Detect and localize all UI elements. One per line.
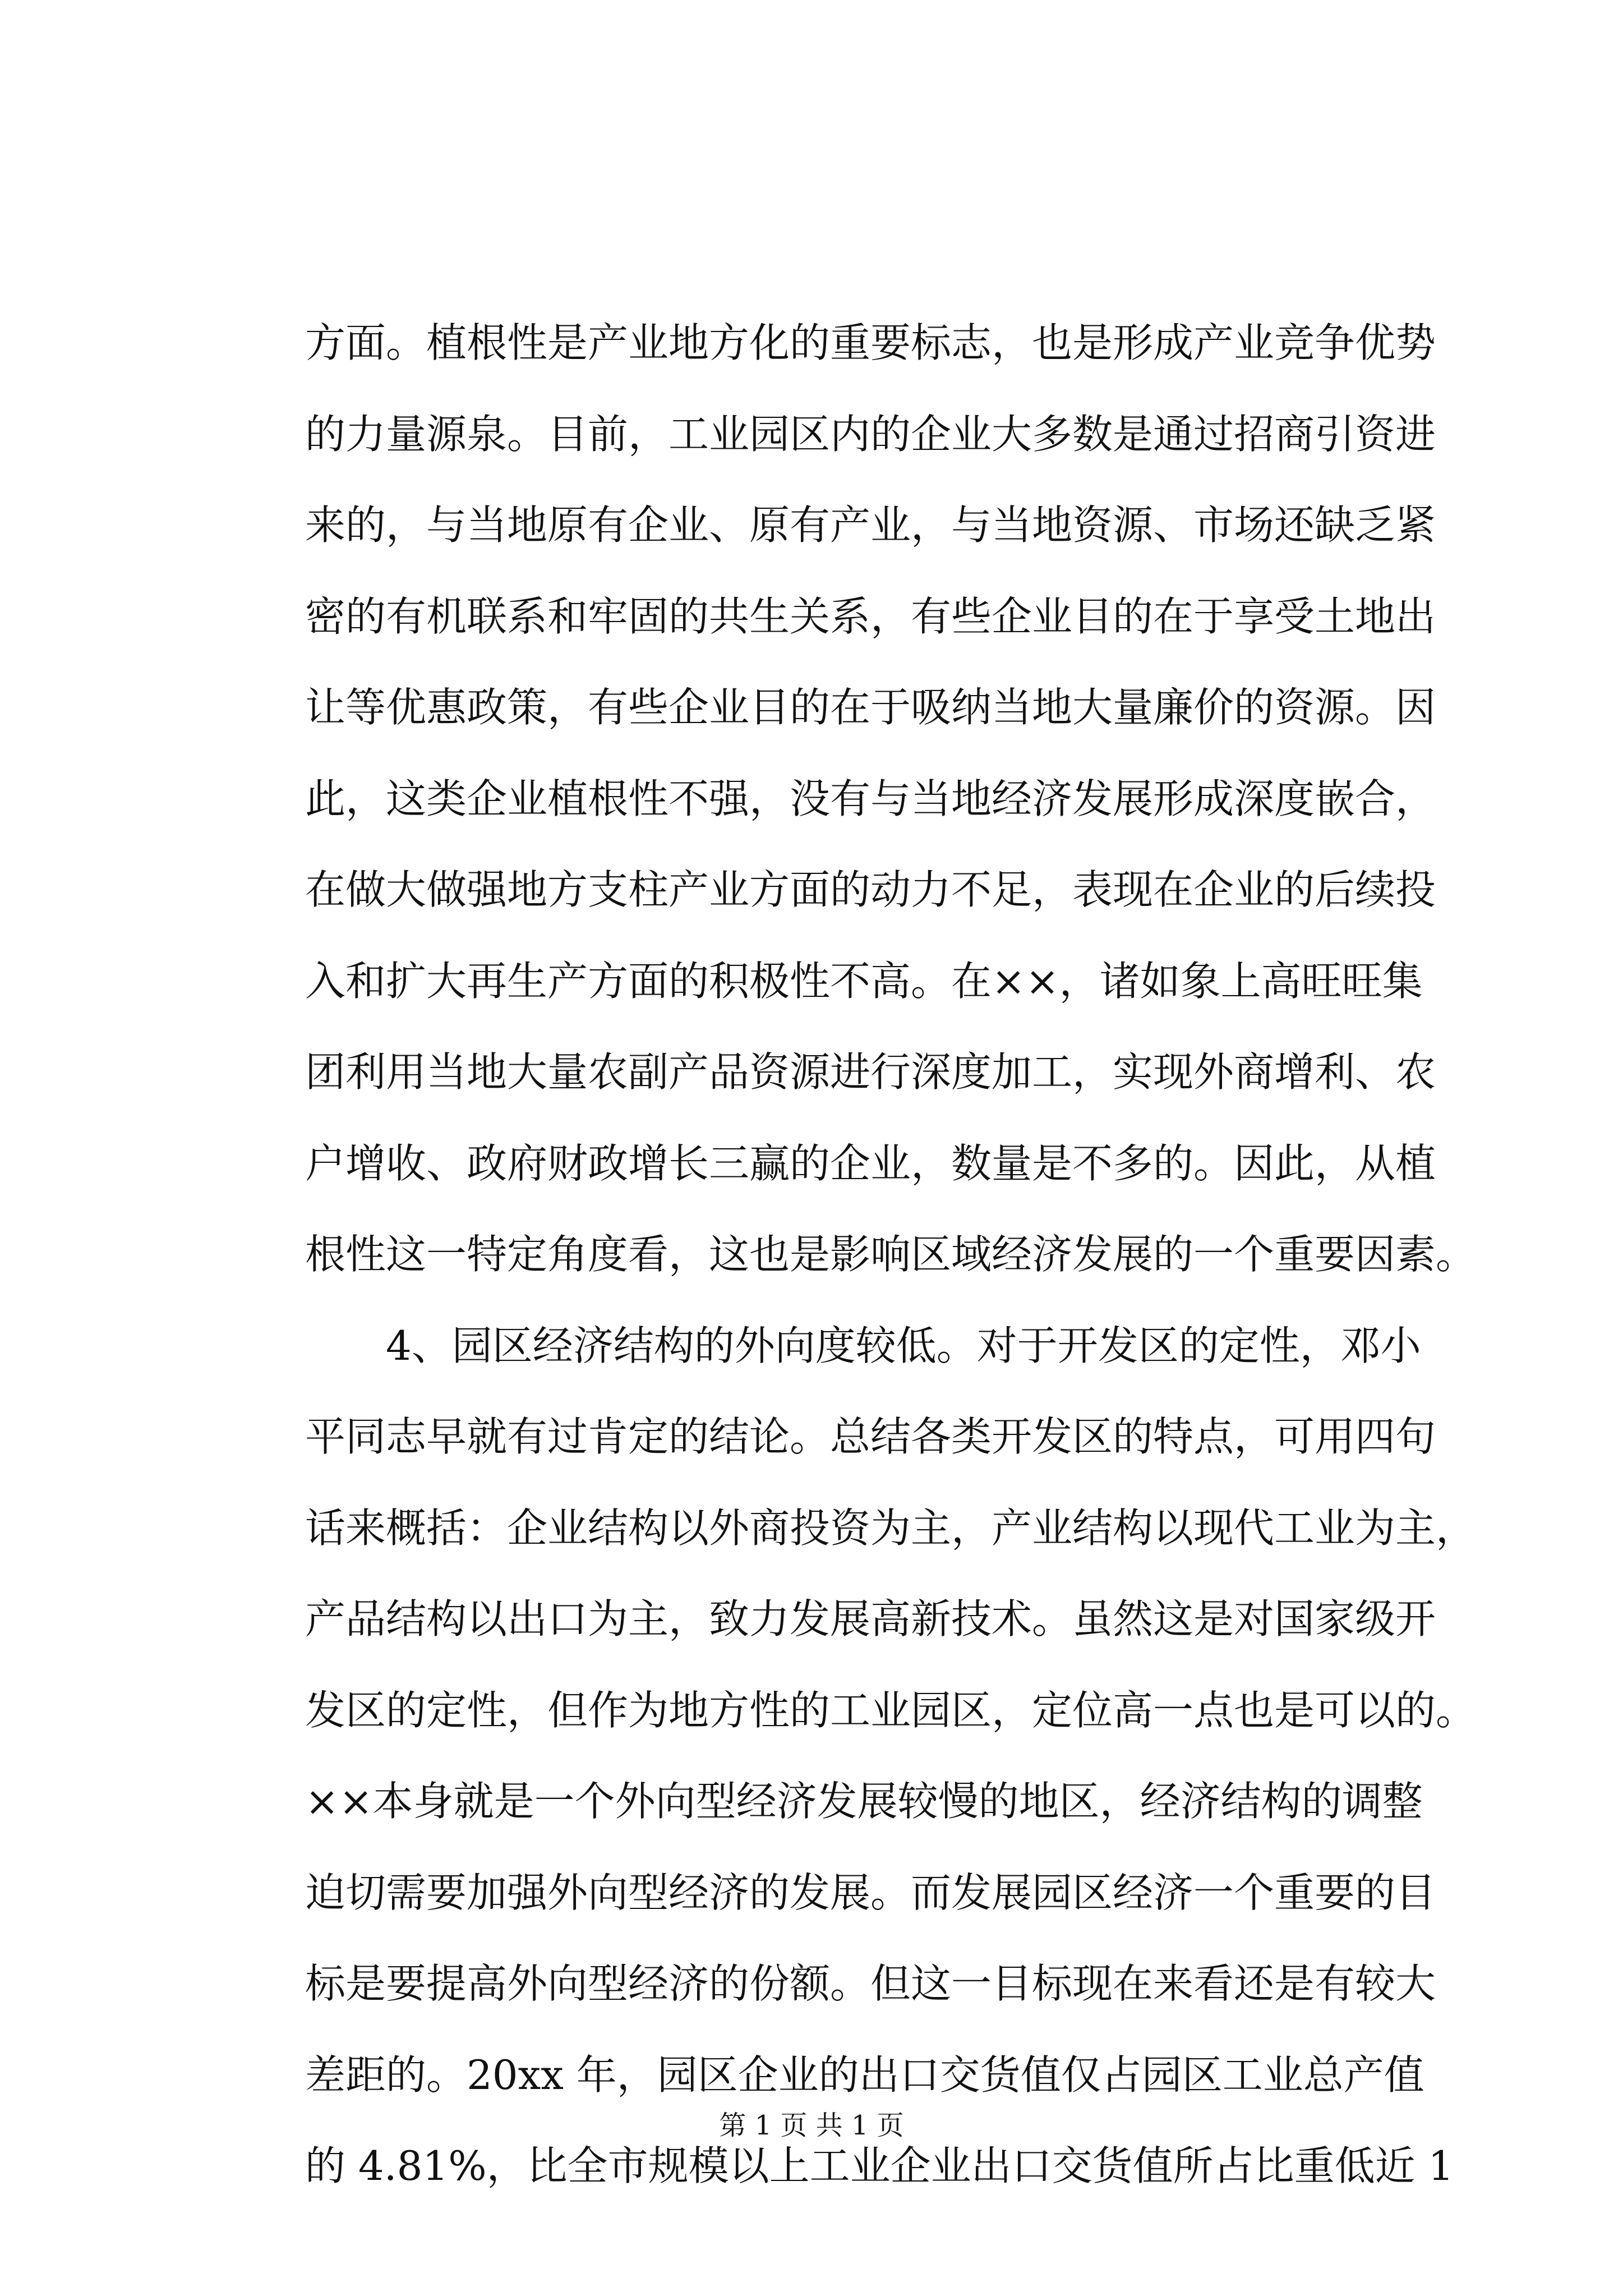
text-line: 在做大做强地方支柱产业方面的动力不足，表现在企业的后续投 xyxy=(305,866,1436,913)
text-line: 户增收、政府财政增长三赢的企业，数量是不多的。因此，从植 xyxy=(305,1139,1436,1187)
text-line: 标是要提高外向型经济的份额。但这一目标现在来看还是有较大 xyxy=(305,1960,1436,2007)
body-text xyxy=(305,297,1477,2212)
text-line: 方面。植根性是产业地方化的重要标志，也是形成产业竞争优势 xyxy=(305,319,1436,366)
text-line: 让等优惠政策，有些企业目的在于吸纳当地大量廉价的资源。因 xyxy=(305,684,1436,731)
text-line: 迫切需要加强外向型经济的发展。而发展园区经济一个重要的目 xyxy=(305,1869,1436,1916)
text-line: 的 4.81%，比全市规模以上工业企业出口交货值所占比重低近 1 xyxy=(305,2142,1454,2189)
text-line: 平同志早就有过肯定的结论。总结各类开发区的特点，可用四句 xyxy=(305,1413,1436,1460)
text-line: 的力量源泉。目前，工业园区内的企业大多数是通过招商引资进 xyxy=(305,410,1436,458)
text-line: 团利用当地大量农副产品资源进行深度加工，实现外商增利、农 xyxy=(305,1048,1436,1096)
text-line: 密的有机联系和牢固的共生关系，有些企业目的在于享受土地出 xyxy=(305,592,1436,640)
text-line: 此，这类企业植根性不强，没有与当地经济发展形成深度嵌合， xyxy=(305,775,1436,822)
text-line: 发区的定性，但作为地方性的工业园区，定位高一点也是可以的。 xyxy=(305,1686,1477,1734)
text-line: 差距的。20xx 年，园区企业的出口交货值仅占园区工业总产值 xyxy=(305,2051,1424,2099)
text-line: 根性这一特定角度看，这也是影响区域经济发展的一个重要因素。 xyxy=(305,1231,1477,1278)
text-line: 来的，与当地原有企业、原有产业，与当地资源、市场还缺乏紧 xyxy=(305,501,1436,549)
text-line: 产品结构以出口为主，致力发展高新技术。虽然这是对国家级开 xyxy=(305,1595,1436,1642)
text-line: 入和扩大再生产方面的积极性不高。在××，诸如象上高旺旺集 xyxy=(305,957,1423,1005)
paragraph-start-line: 4、园区经济结构的外向度较低。对于开发区的定性，邓小 xyxy=(386,1322,1421,1369)
page-number-footer: 第 1 页 共 1 页 xyxy=(719,2110,904,2141)
text-line: 话来概括：企业结构以外商投资为主，产业结构以现代工业为主， xyxy=(305,1504,1477,1552)
text-line: ××本身就是一个外向型经济发展较慢的地区，经济结构的调整 xyxy=(305,1778,1423,1825)
